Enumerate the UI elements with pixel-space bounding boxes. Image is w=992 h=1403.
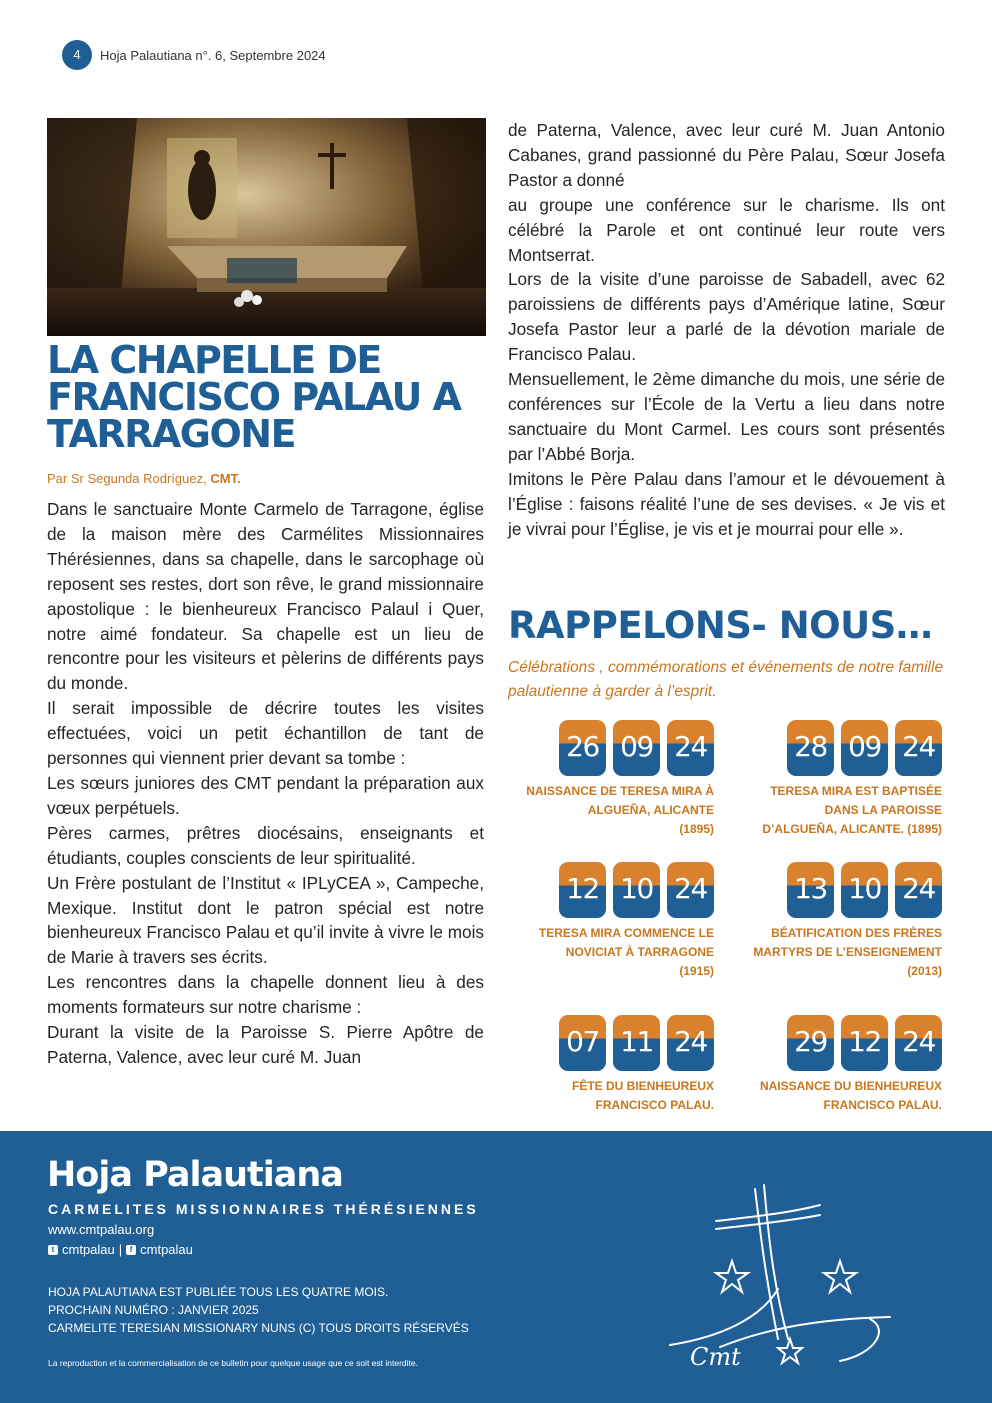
footer-org: CARMELITES MISSIONNAIRES THÉRÉSIENNES xyxy=(48,1201,479,1217)
paragraph: Les sœurs juniores des CMT pendant la préparation aux vœux perpétuels. xyxy=(47,772,484,818)
event-card xyxy=(494,720,714,839)
article-byline xyxy=(47,471,241,486)
paragraph: Mensuellement, le 2ème dimanche du mois, une série de conférences sur l’École de la Vertu a lieu dans notre sanctuaire du Mont Carmel. Les cours sont présentés par l’Abbé Borja. xyxy=(508,369,945,464)
date-tiles xyxy=(494,862,714,918)
date-day-tile: 07 xyxy=(559,1015,606,1071)
paragraph: au groupe une conférence sur le charisme. Ils ont célébré la Parole et ont continué leur route vers Montserrat. xyxy=(508,194,945,265)
byline-author: Par Sr Segunda Rodríguez, xyxy=(47,471,211,486)
paragraph: Imitons le Père Palau dans l’amour et le dévouement à l’Église : faisons réalité l’une de ses devises. « Je vis et je vivrai pour l’Église, je vis et je mourrai pour elle ». xyxy=(508,468,945,539)
running-head: Hoja Palautiana n°. 6, Septembre 2024 xyxy=(100,48,326,63)
paragraph: Il serait impossible de décrire toutes les visites effectuées, voici un petit échantillon de tant de personnes qui viennent prier devant sa tombe : xyxy=(47,698,484,769)
reminders-subtitle: Célébrations , commémorations et événements de notre famille palautienne à garder à l’esprit. xyxy=(508,659,944,700)
date-tiles xyxy=(494,720,714,776)
date-month-tile: 09 xyxy=(613,720,660,776)
date-year-tile: 24 xyxy=(667,720,714,776)
date-day-tile: 26 xyxy=(559,720,606,776)
event-description: TERESA MIRA EST BAPTISÉE DANS LA PAROISSE D’ALGUEÑA, ALICANTE. (1895) xyxy=(762,784,942,836)
date-tiles xyxy=(722,862,942,918)
event-card xyxy=(722,720,942,839)
date-year-tile: 24 xyxy=(667,1015,714,1071)
date-day-tile: 13 xyxy=(787,862,834,918)
chapel-photo xyxy=(47,118,486,336)
event-card xyxy=(494,862,714,981)
facebook-handle-link[interactable]: cmtpalau xyxy=(140,1242,193,1257)
date-day-tile: 12 xyxy=(559,862,606,918)
date-year-tile: 24 xyxy=(667,862,714,918)
paragraph: Les rencontres dans la chapelle donnent lieu à des moments formateurs sur notre charisme : xyxy=(47,972,484,1018)
date-month-tile: 09 xyxy=(841,720,888,776)
date-day-tile: 29 xyxy=(787,1015,834,1071)
event-card xyxy=(494,1015,714,1115)
paragraph: Un Frère postulant de l’Institut « IPLyCEA », Campeche, Mexique. Institut dont le patron spécial est notre bienheureux Francisco Palau et qu’il invite à vivre le mois de Marie à travers ses écrits. xyxy=(47,872,484,968)
paragraph: de Paterna, Valence, avec leur curé M. Juan Antonio Cabanes, grand passionné du Père Palau, Sœur Josefa Pastor a donné xyxy=(508,120,945,190)
date-year-tile: 24 xyxy=(895,862,942,918)
event-description: NAISSANCE DE TERESA MIRA À ALGUEÑA, ALICANTE (1895) xyxy=(526,784,714,836)
event-card xyxy=(722,1015,942,1115)
footer-brand: Hoja Palautiana xyxy=(47,1155,343,1195)
byline-org: CMT. xyxy=(210,471,241,486)
date-tiles xyxy=(494,1015,714,1071)
date-tiles xyxy=(722,1015,942,1071)
event-description: NAISSANCE DU BIENHEUREUX FRANCISCO PALAU. xyxy=(759,1079,942,1112)
article-title: LA CHAPELLE DE FRANCISCO PALAU A TARRAGONE xyxy=(47,338,461,456)
svg-text:Cmt: Cmt xyxy=(690,1343,741,1371)
article-body-left xyxy=(47,497,484,1070)
facebook-icon: f xyxy=(126,1245,136,1255)
twitter-handle-link[interactable]: cmtpalau xyxy=(62,1242,115,1257)
footer-legal: La reproduction et la commercialisation de ce bulletin pour quelque usage que ce soit est interdite. xyxy=(48,1358,418,1368)
article-body-right xyxy=(508,118,945,541)
date-month-tile: 10 xyxy=(841,862,888,918)
event-description: FÊTE DU BIENHEUREUX FRANCISCO PALAU. xyxy=(571,1079,714,1112)
footer-website-link[interactable]: www.cmtpalau.org xyxy=(48,1222,155,1237)
date-day-tile: 28 xyxy=(787,720,834,776)
twitter-icon: t xyxy=(48,1245,58,1255)
date-year-tile: 24 xyxy=(895,720,942,776)
event-description: TERESA MIRA COMMENCE LE NOVICIAT À TARRAGONE (1915) xyxy=(538,926,714,978)
date-year-tile: 24 xyxy=(895,1015,942,1071)
separator: | xyxy=(118,1242,123,1257)
date-tiles xyxy=(722,720,942,776)
page-number: 4 xyxy=(62,40,92,70)
footer-info: HOJA PALAUTIANA EST PUBLIÉE TOUS LES QUATRE MOIS. PROCHAIN NUMÉRO : JANVIER 2025 CARMELITE TERESIAN MISSIONARY NUNS (C) TOUS DROITS RÉSERVÉS xyxy=(48,1285,469,1335)
reminders-title: RAPPELONS- NOUS… xyxy=(508,604,933,647)
paragraph: Durant la visite de la Paroisse S. Pierre Apôtre de Paterna, Valence, avec leur curé M. Juan xyxy=(47,1022,484,1067)
date-month-tile: 10 xyxy=(613,862,660,918)
event-card xyxy=(722,862,942,981)
cmt-logo xyxy=(660,1169,900,1393)
footer xyxy=(0,1131,992,1403)
date-month-tile: 12 xyxy=(841,1015,888,1071)
date-month-tile: 11 xyxy=(613,1015,660,1071)
footer-social xyxy=(48,1242,193,1257)
paragraph: Pères carmes, prêtres diocésains, enseignants et étudiants, couples conscients de leur spiritualité. xyxy=(47,822,484,868)
event-description: BÉATIFICATION DES FRÈRES MARTYRS DE L’ENSEIGNEMENT (2013) xyxy=(753,926,942,978)
paragraph: Dans le sanctuaire Monte Carmelo de Tarragone, église de la maison mère des Carmélites Missionnaires Thérésiennes, dans sa chapelle, dans le sarcophage où reposent ses restes, dort son rêve, le grand missionnaire apostolique : le bienheureux Francisco Palaul i Quer, notre aimé fondateur. Sa chapelle est un lieu de rencontre pour les visiteurs et pèlerins de différents pays du monde. xyxy=(47,499,484,694)
paragraph: Lors de la visite d’une paroisse de Sabadell, avec 62 paroissiens de différents pays d’Amérique latine, Sœur Josefa Pastor leur a parlé de la dévotion mariale de Francisco Palau. xyxy=(508,269,945,365)
